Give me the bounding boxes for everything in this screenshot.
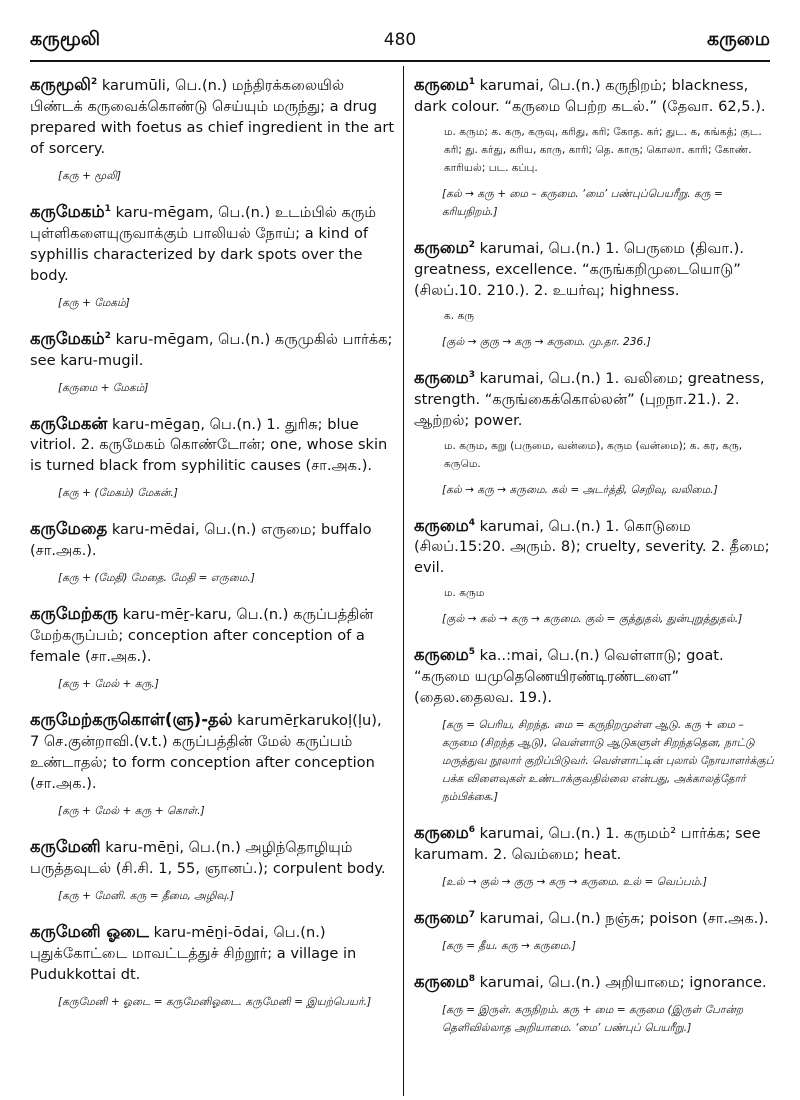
- dictionary-entry: [30, 516, 395, 587]
- entry-homonym-number: 5: [468, 647, 476, 658]
- entry-definition: karumai, பெ.(n.) 1. வலிமை; greatness, strength. “கருங்கைக்கொல்லன்” (புறநா.21.). 2. ஆற்றல்; power.: [414, 369, 765, 429]
- dictionary-entry: [414, 969, 774, 1037]
- entry-definition-line: [414, 365, 774, 431]
- entry-definition: karu-mēṉi-ōdai, பெ.(n.) புதுக்கோட்டை மாவட்டத்துச் சிற்றூர்; a village in Pudukkottai dt.: [30, 923, 357, 983]
- right-column: [414, 72, 774, 1094]
- entry-etymology: [உல் → குல் → குரு → கரு → கருமை. உல் = வெப்பம்.]: [442, 876, 707, 889]
- entry-definition: karu-mēṟ-karu, பெ.(n.) கருப்பத்தின் மேற்கருப்பம்; conception after conception of a female (சா.அக.).: [30, 606, 374, 666]
- entry-headword: கருமை: [414, 645, 469, 665]
- entry-etymology: [கரு + மேனி. கரு = தீமை, அழிவு.]: [58, 889, 235, 902]
- entry-headword: கருமேகன்: [30, 413, 108, 433]
- entry-headword: கருமை: [414, 908, 469, 928]
- entry-definition: karu-mēgaṉ, பெ.(n.) 1. துரிசு; blue vitriol. 2. கருமேகம் கொண்டோன்; one, whose skin is turned black from syphilitic causes (சா.அக.).: [30, 415, 388, 475]
- entry-cognates: ம. கரும; க. கரு, கருவு, கரிது, கரி; கோத. கர்; துட. க, கங்கத்; குட. கரி; து. கர்து, கரிய, காரு, காரி; தெ. காரு; கொலா. காரி; கோண். காரியல்; பட. கப்பு.: [444, 125, 762, 174]
- dictionary-entry: [414, 642, 774, 806]
- entry-cognates: க. கரு: [444, 309, 475, 322]
- header-guide-word-left: கருமூலி: [30, 28, 101, 50]
- entry-etymology: [கருமேனி + ஓடை = கருமேனிஓடை. கருமேனி = இயற்பெயர்.]: [58, 995, 372, 1008]
- entry-definition: karu-mēgam, பெ.(n.) உடம்பில் கரும் புள்ளிகளையுருவாக்கும் பாலியல் நோய்; a kind of syphillis characterized by dark spots over the body.: [30, 203, 377, 284]
- entry-headword: கருமேதை: [30, 519, 108, 539]
- dictionary-entry: [30, 834, 395, 905]
- page-number: 480: [383, 30, 417, 50]
- entry-homonym-number: 2: [90, 77, 98, 87]
- dictionary-entry: [414, 820, 774, 891]
- entry-homonym-number: 2: [104, 330, 111, 341]
- entry-etymology: [கரு = இருள். கருநிறம். கரு + மை = கருமை (இருள் போன்ற தெளிவில்லாத அறியாமை. ‘மை’ பண்புப் பெயரீறு.]: [442, 1003, 744, 1034]
- entry-headword: கருமேற்கரு: [30, 604, 118, 624]
- entry-definition: karumai, பெ.(n.) நஞ்சு; poison (சா.அக.).: [479, 910, 769, 928]
- entry-definition: karumai, பெ.(n.) 1. கருமம்² பார்க்க; see karumam. 2. வெம்மை; heat.: [414, 825, 761, 864]
- entry-etymology: [கல் → கரு → கருமை. கல் = அடர்த்தி, செறிவு, வலிமை.]: [442, 483, 718, 496]
- entry-headword: கருமேனி: [30, 836, 101, 856]
- entry-headword: கருமை: [414, 971, 469, 991]
- header-rule: [30, 60, 770, 62]
- entry-definition-line: [30, 72, 395, 159]
- entry-definition: karumai, பெ.(n.) கருநிறம்; blackness, dark colour. “கருமை பெற்ற கடல்.” (தேவா. 62,5.).: [414, 76, 766, 115]
- dictionary-entry: [30, 707, 395, 820]
- entry-definition-line: [414, 513, 774, 579]
- entry-definition-line: [30, 919, 395, 985]
- entry-definition: karumēṟkarukoḷ(ḷu), 7 செ.குன்றாவி.(v.t.) கருப்பத்தின் மேல் கருப்பம் உண்டாதல்; to form conception after conception (சா.அக.).: [30, 712, 382, 793]
- dictionary-entry: [30, 326, 395, 397]
- dictionary-entry: [30, 199, 395, 312]
- entry-headword: கருமேகம்: [30, 201, 105, 221]
- entry-definition-line: [30, 707, 395, 794]
- entry-etymology: [கரு + (மேதி) மேதை. மேதி = எருமை.]: [58, 572, 255, 585]
- entry-etymology: [கரு + (மேகம்) மேகன்.]: [58, 487, 178, 500]
- entry-definition: karumai, பெ.(n.) அறியாமை; ignorance.: [479, 973, 767, 991]
- dictionary-entry: [414, 513, 774, 629]
- entry-homonym-number: 3: [468, 369, 476, 380]
- entry-homonym-number: 1: [104, 203, 111, 214]
- entry-etymology: [கரு + மேல் + கரு.]: [58, 678, 159, 691]
- entry-cognates: ம. கரும: [444, 587, 485, 600]
- entry-definition: karu-mēṉi, பெ.(n.) அழிந்தொழியும் பருத்தவுடல் (சி.சி. 1, 55, ஞானப்.); corpulent body.: [30, 838, 386, 877]
- entry-homonym-number: 7: [468, 910, 476, 921]
- entry-headword: கருமை: [414, 367, 469, 387]
- page-header: [30, 28, 770, 56]
- dictionary-entry: [414, 72, 774, 221]
- entry-definition-line: [414, 235, 774, 301]
- entry-definition-line: [30, 411, 395, 477]
- entry-definition-line: [414, 820, 774, 865]
- entry-definition-line: [30, 834, 395, 879]
- entry-definition: karu-mēgam, பெ.(n.) கருமுகில் பார்க்க; see karu-mugil.: [30, 330, 393, 369]
- entry-etymology: [கரு = தீய. கரு → கருமை.]: [442, 940, 576, 953]
- dictionary-entry: [414, 235, 774, 351]
- entry-etymology: [குல் → கல் → கரு → கருமை. குல் = குத்துதல், துன்புறுத்துதல்.]: [442, 613, 743, 626]
- entry-definition-line: [30, 516, 395, 561]
- entry-etymology: [கரு = பெரிய, சிறந்த. மை = கருநிறமுள்ள ஆடு. கரு + மை – கருமை (சிறந்த ஆடு), வெள்ளாடு ஆடுகளுள் சிறந்ததென, நாட்டு மருத்துவ நூலார் குறிப்பிடுவர். வெள்ளாட்டின் புலால் நோயாளர்க்குப் பக்க விளைவுகள் உண்டாக்குவதில்லை என்பது, அக்காலத்தோர் நம்பிக்கை.]: [442, 719, 774, 804]
- entry-etymology: [கரு + மேகம்]: [58, 296, 130, 309]
- entry-etymology: [கரு + மூலி]: [58, 169, 121, 182]
- entry-definition: ka..:mai, பெ.(n.) வெள்ளாடு; goat. “கருமை யமுதெணெயிரண்டிரண்டளை” (தைல.தைலவ. 19.).: [414, 647, 724, 707]
- entry-homonym-number: 2: [468, 239, 476, 250]
- entry-definition: karumai, பெ.(n.) 1. பெருமை (திவா.). greatness, excellence. “கருங்கறிமுடையொடு” (சிலப்.10. 210.). 2. உயர்வு; highness.: [414, 239, 745, 299]
- entry-homonym-number: 6: [468, 825, 476, 836]
- entry-definition-line: [414, 905, 774, 929]
- dictionary-entry: [414, 905, 774, 955]
- entry-definition-line: [30, 199, 395, 286]
- dictionary-entry: [30, 411, 395, 503]
- entry-definition: karumai, பெ.(n.) 1. கொடுமை (சிலப்.15:20. அரும். 8); cruelty, severity. 2. தீமை; evil.: [414, 517, 770, 577]
- entry-definition-line: [414, 969, 774, 993]
- dictionary-entry: [30, 72, 395, 185]
- entry-headword: கருமேற்கருகொள்(ளு)-தல்: [30, 710, 233, 730]
- entry-etymology: [கருமை + மேகம்]: [58, 381, 149, 394]
- entry-homonym-number: 4: [468, 517, 476, 528]
- header-guide-word-right: கருமை: [706, 28, 770, 50]
- entry-definition: karu-mēdai, பெ.(n.) எருமை; buffalo (சா.அக.).: [30, 521, 372, 560]
- entry-definition-line: [414, 642, 774, 708]
- entry-etymology: [கரு + மேல் + கரு + கொள்.]: [58, 805, 205, 818]
- left-column: [30, 72, 395, 1094]
- entry-etymology: [குல் → குரு → கரு → கருமை. மு.தா. 236.]: [442, 335, 651, 348]
- entry-cognates: ம. கரும, கறு (பருமை, வன்மை), கரும (வன்மை); க. கர, கரு, கருமெ.: [444, 439, 743, 470]
- entry-headword: கருமேகம்: [30, 328, 105, 348]
- entry-definition-line: [414, 72, 774, 117]
- entry-etymology: [கல் → கரு + மை – கருமை. ‘மை’ பண்புப்பெயரீறு. கரு = கரியநிறம்.]: [442, 187, 723, 218]
- entry-headword: கருமை: [414, 823, 469, 843]
- entry-headword: கருமை: [414, 74, 469, 94]
- dictionary-entry: [30, 919, 395, 1011]
- entry-definition-line: [30, 326, 395, 371]
- entry-definition-line: [30, 601, 395, 667]
- entry-headword: கருமை: [414, 515, 469, 535]
- entry-definition: karumūli, பெ.(n.) மந்திரக்கலையில் பிண்டக் கருவைக்கொண்டு செய்யும் மருந்து; a drug prepared with foetus as chief ingredient in the art of sorcery.: [30, 76, 395, 157]
- dictionary-entry: [30, 601, 395, 693]
- dictionary-entry: [414, 365, 774, 499]
- entry-homonym-number: 8: [468, 974, 476, 985]
- entry-headword: கருமேனி ஓடை: [30, 921, 149, 941]
- entry-headword: கருமை: [414, 237, 469, 257]
- column-divider: [403, 66, 404, 1096]
- entry-headword: கருமூலி: [30, 74, 91, 94]
- entry-homonym-number: 1: [468, 77, 476, 87]
